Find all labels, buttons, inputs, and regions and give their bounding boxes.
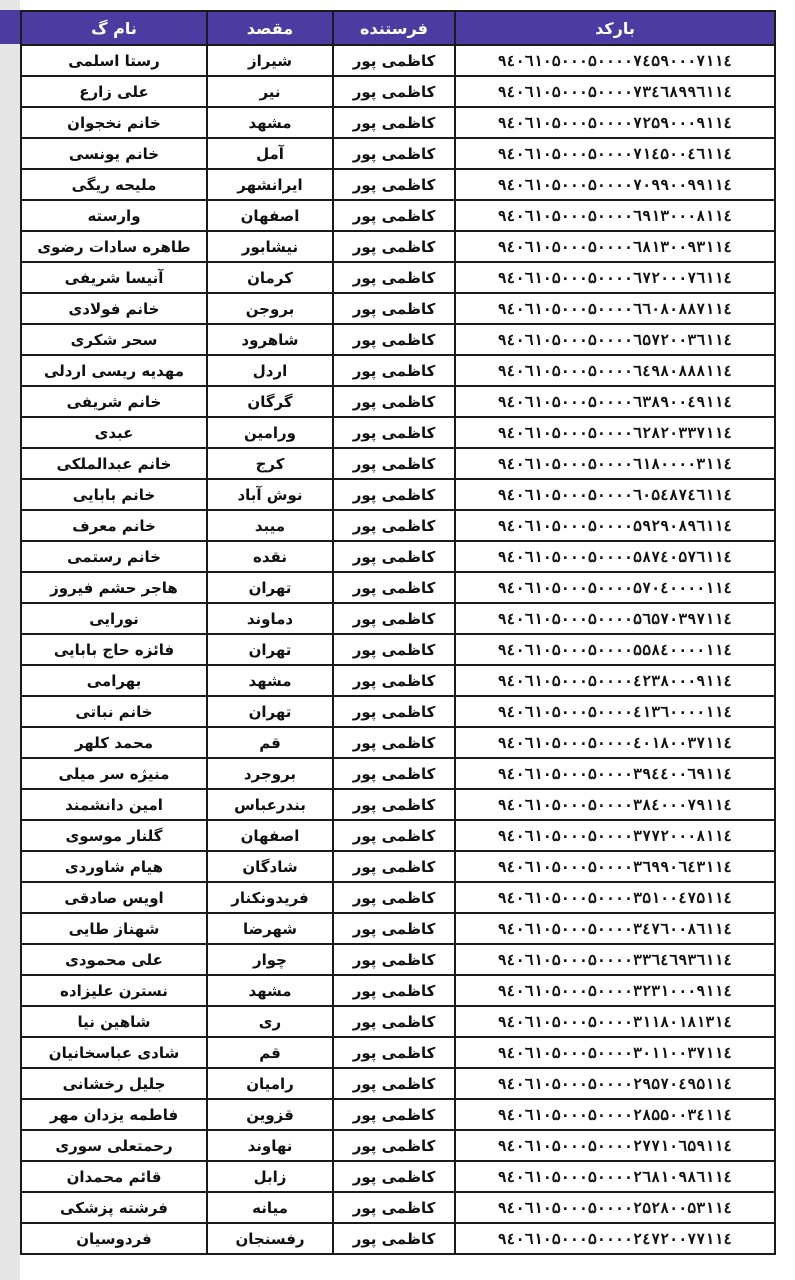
destination-cell: نیر <box>207 76 333 107</box>
barcode-cell: ۹٤۰٦۱۰۵۰۰۰۵۰۰۰۰۳۸٤۰۰۰۷۹۱۱٤ <box>455 789 775 820</box>
table-row <box>21 417 775 448</box>
destination-cell: ایرانشهر <box>207 169 333 200</box>
barcode-cell: ۹٤۰٦۱۰۵۰۰۰۵۰۰۰۰۵۸۷٤۰۵۷٦۱۱٤ <box>455 541 775 572</box>
table-row <box>21 1037 775 1068</box>
sender-cell: کاظمی پور <box>333 262 455 293</box>
table-row <box>21 231 775 262</box>
recipient-cell: خانم نباتی <box>21 696 207 727</box>
barcode-cell: ۹٤۰٦۱۰۵۰۰۰۵۰۰۰۰٦۵۷۲۰۰۳٦۱۱٤ <box>455 324 775 355</box>
table-row <box>21 789 775 820</box>
table-row <box>21 820 775 851</box>
destination-cell: شادگان <box>207 851 333 882</box>
table-row <box>21 696 775 727</box>
table-row <box>21 1006 775 1037</box>
destination-cell: تهران <box>207 634 333 665</box>
barcode-cell: ۹٤۰٦۱۰۵۰۰۰۵۰۰۰۰۲٦۸۱۰۹۸٦۱۱٤ <box>455 1161 775 1192</box>
sender-cell: کاظمی پور <box>333 417 455 448</box>
destination-cell: ری <box>207 1006 333 1037</box>
recipient-cell: علی زارع <box>21 76 207 107</box>
recipient-cell: شهناز طایی <box>21 913 207 944</box>
sender-cell: کاظمی پور <box>333 727 455 758</box>
table-row <box>21 479 775 510</box>
recipient-cell: جلیل رخشانی <box>21 1068 207 1099</box>
header-barcode: بارکد <box>455 11 775 45</box>
sender-cell: کاظمی پور <box>333 789 455 820</box>
sender-cell: کاظمی پور <box>333 696 455 727</box>
recipient-cell: ملیحه ریگی <box>21 169 207 200</box>
barcode-cell: ۹٤۰٦۱۰۵۰۰۰۵۰۰۰۰۳۵۱۰۰٤۷۵۱۱٤ <box>455 882 775 913</box>
table-row <box>21 510 775 541</box>
barcode-cell: ۹٤۰٦۱۰۵۰۰۰۵۰۰۰۰٦۹۱۳۰۰۰۸۱۱٤ <box>455 200 775 231</box>
sender-cell: کاظمی پور <box>333 541 455 572</box>
table-row <box>21 324 775 355</box>
table-row <box>21 1161 775 1192</box>
table-row <box>21 262 775 293</box>
barcode-cell: ۹٤۰٦۱۰۵۰۰۰۵۰۰۰۰۷۲۵۹۰۰۰۹۱۱٤ <box>455 107 775 138</box>
table-row <box>21 448 775 479</box>
recipient-cell: قائم محمدان <box>21 1161 207 1192</box>
header-recipient: نام گ <box>21 11 207 45</box>
table-row <box>21 603 775 634</box>
recipient-cell: فائزه حاج بابایی <box>21 634 207 665</box>
recipient-cell: نسترن علیزاده <box>21 975 207 1006</box>
destination-cell: تهران <box>207 572 333 603</box>
table-row <box>21 1099 775 1130</box>
barcode-cell: ۹٤۰٦۱۰۵۰۰۰۵۰۰۰۰۳۷۷۲۰۰۰۸۱۱٤ <box>455 820 775 851</box>
header-sender: فرستنده <box>333 11 455 45</box>
sender-cell: کاظمی پور <box>333 355 455 386</box>
recipient-cell: هاجر حشم فیروز <box>21 572 207 603</box>
recipient-cell: خانم یونسی <box>21 138 207 169</box>
left-margin-strip <box>0 0 20 1280</box>
barcode-cell: ۹٤۰٦۱۰۵۰۰۰۵۰۰۰۰۷۰۹۹۰۰۹۹۱۱٤ <box>455 169 775 200</box>
recipient-cell: سحر شکری <box>21 324 207 355</box>
barcode-cell: ۹٤۰٦۱۰۵۰۰۰۵۰۰۰۰۳٤۷٦۰۰۸٦۱۱٤ <box>455 913 775 944</box>
sender-cell: کاظمی پور <box>333 1130 455 1161</box>
destination-cell: بندرعباس <box>207 789 333 820</box>
table-row <box>21 944 775 975</box>
destination-cell: فریدونکنار <box>207 882 333 913</box>
destination-cell: بروجن <box>207 293 333 324</box>
sender-cell: کاظمی پور <box>333 448 455 479</box>
destination-cell: قم <box>207 1037 333 1068</box>
table-row <box>21 1192 775 1223</box>
recipient-cell: فردوسیان <box>21 1223 207 1254</box>
recipient-cell: شاهین نیا <box>21 1006 207 1037</box>
table-header <box>21 11 775 45</box>
barcode-cell: ۹٤۰٦۱۰۵۰۰۰۵۰۰۰۰٤۰۱۸۰۰۳۷۱۱٤ <box>455 727 775 758</box>
barcode-cell: ۹٤۰٦۱۰۵۰۰۰۵۰۰۰۰٦٦۰۸۰۸۸۷۱۱٤ <box>455 293 775 324</box>
sender-cell: کاظمی پور <box>333 665 455 696</box>
sender-cell: کاظمی پور <box>333 975 455 1006</box>
destination-cell: کرج <box>207 448 333 479</box>
recipient-cell: علی محمودی <box>21 944 207 975</box>
recipient-cell: فاطمه یزدان مهر <box>21 1099 207 1130</box>
destination-cell: قم <box>207 727 333 758</box>
destination-cell: مشهد <box>207 975 333 1006</box>
sender-cell: کاظمی پور <box>333 1006 455 1037</box>
recipient-cell: هیام شاوردی <box>21 851 207 882</box>
barcode-cell: ۹٤۰٦۱۰۵۰۰۰۵۰۰۰۰۳۲۳۱۰۰۰۹۱۱٤ <box>455 975 775 1006</box>
barcode-cell: ۹٤۰٦۱۰۵۰۰۰۵۰۰۰۰٦۷۲۰۰۰۷٦۱۱٤ <box>455 262 775 293</box>
sender-cell: کاظمی پور <box>333 882 455 913</box>
recipient-cell: فرشته پزشکی <box>21 1192 207 1223</box>
sender-cell: کاظمی پور <box>333 200 455 231</box>
table-row <box>21 1223 775 1254</box>
table-row <box>21 1130 775 1161</box>
recipient-cell: خانم معرف <box>21 510 207 541</box>
table-row <box>21 45 775 76</box>
recipient-cell: آنیسا شریفی <box>21 262 207 293</box>
sender-cell: کاظمی پور <box>333 1161 455 1192</box>
destination-cell: مشهد <box>207 665 333 696</box>
sender-cell: کاظمی پور <box>333 1068 455 1099</box>
destination-cell: آمل <box>207 138 333 169</box>
table-row <box>21 200 775 231</box>
sender-cell: کاظمی پور <box>333 324 455 355</box>
recipient-cell: نورایی <box>21 603 207 634</box>
sender-cell: کاظمی پور <box>333 944 455 975</box>
table-row <box>21 541 775 572</box>
recipient-cell: طاهره سادات رضوی <box>21 231 207 262</box>
destination-cell: ورامین <box>207 417 333 448</box>
table-row <box>21 665 775 696</box>
destination-cell: تهران <box>207 696 333 727</box>
sender-cell: کاظمی پور <box>333 510 455 541</box>
recipient-cell: مهدیه ریسی اردلی <box>21 355 207 386</box>
destination-cell: شیراز <box>207 45 333 76</box>
barcode-cell: ۹٤۰٦۱۰۵۰۰۰۵۰۰۰۰٦۱۸۰۰۰۰۳۱۱٤ <box>455 448 775 479</box>
barcode-cell: ۹٤۰٦۱۰۵۰۰۰۵۰۰۰۰٤۱۳٦۰۰۰۰۱۱٤ <box>455 696 775 727</box>
barcode-cell: ۹٤۰٦۱۰۵۰۰۰۵۰۰۰۰۲۵۲۸۰۰۵۳۱۱٤ <box>455 1192 775 1223</box>
table-row <box>21 975 775 1006</box>
sender-cell: کاظمی پور <box>333 913 455 944</box>
barcode-cell: ۹٤۰٦۱۰۵۰۰۰۵۰۰۰۰۵٦۵۷۰۳۹۷۱۱٤ <box>455 603 775 634</box>
header-destination: مقصد <box>207 11 333 45</box>
sender-cell: کاظمی پور <box>333 1099 455 1130</box>
destination-cell: اصفهان <box>207 200 333 231</box>
barcode-cell: ۹٤۰٦۱۰۵۰۰۰۵۰۰۰۰۳۰۱۱۰۰۳۷۱۱٤ <box>455 1037 775 1068</box>
table-row <box>21 1068 775 1099</box>
barcode-cell: ۹٤۰٦۱۰۵۰۰۰۵۰۰۰۰۵۷۰٤۰۰۰۰۱۱٤ <box>455 572 775 603</box>
sender-cell: کاظمی پور <box>333 76 455 107</box>
sender-cell: کاظمی پور <box>333 851 455 882</box>
recipient-cell: عبدی <box>21 417 207 448</box>
sender-cell: کاظمی پور <box>333 138 455 169</box>
sender-cell: کاظمی پور <box>333 603 455 634</box>
destination-cell: دماوند <box>207 603 333 634</box>
table-row <box>21 386 775 417</box>
sender-cell: کاظمی پور <box>333 634 455 665</box>
sender-cell: کاظمی پور <box>333 758 455 789</box>
barcode-cell: ۹٤۰٦۱۰۵۰۰۰۵۰۰۰۰۳۱۱۸۰۱۸۱۳۱٤ <box>455 1006 775 1037</box>
sender-cell: کاظمی پور <box>333 45 455 76</box>
recipient-cell: محمد کلهر <box>21 727 207 758</box>
barcode-cell: ۹٤۰٦۱۰۵۰۰۰۵۰۰۰۰٤۲۳۸۰۰۰۹۱۱٤ <box>455 665 775 696</box>
recipient-cell: امین دانشمند <box>21 789 207 820</box>
destination-cell: شهرضا <box>207 913 333 944</box>
sender-cell: کاظمی پور <box>333 1192 455 1223</box>
sender-cell: کاظمی پور <box>333 231 455 262</box>
destination-cell: نوش آباد <box>207 479 333 510</box>
table-row <box>21 107 775 138</box>
table-row <box>21 634 775 665</box>
table-row <box>21 169 775 200</box>
table-row <box>21 913 775 944</box>
sender-cell: کاظمی پور <box>333 1037 455 1068</box>
sender-cell: کاظمی پور <box>333 386 455 417</box>
recipient-cell: خانم رستمی <box>21 541 207 572</box>
table-row <box>21 293 775 324</box>
table-row <box>21 138 775 169</box>
barcode-cell: ۹٤۰٦۱۰۵۰۰۰۵۰۰۰۰۲۸۵۵۰۰۳٤۱۱٤ <box>455 1099 775 1130</box>
recipient-cell: بهرامی <box>21 665 207 696</box>
destination-cell: اصفهان <box>207 820 333 851</box>
destination-cell: گرگان <box>207 386 333 417</box>
sender-cell: کاظمی پور <box>333 169 455 200</box>
recipient-cell: رحمتعلی سوری <box>21 1130 207 1161</box>
table-row <box>21 758 775 789</box>
barcode-cell: ۹٤۰٦۱۰۵۰۰۰۵۰۰۰۰۳۹٤٤۰۰٦۹۱۱٤ <box>455 758 775 789</box>
barcode-cell: ۹٤۰٦۱۰۵۰۰۰۵۰۰۰۰٦۲۸۲۰۳۳۷۱۱٤ <box>455 417 775 448</box>
destination-cell: نهاوند <box>207 1130 333 1161</box>
sender-cell: کاظمی پور <box>333 107 455 138</box>
table-row <box>21 727 775 758</box>
header-row <box>21 11 775 45</box>
recipient-cell: شادی عباسخانیان <box>21 1037 207 1068</box>
destination-cell: نیشابور <box>207 231 333 262</box>
barcode-cell: ۹٤۰٦۱۰۵۰۰۰۵۰۰۰۰۷٤۵۹۰۰۰۷۱۱٤ <box>455 45 775 76</box>
table-row <box>21 355 775 386</box>
barcode-cell: ۹٤۰٦۱۰۵۰۰۰۵۰۰۰۰٦٤۹۸۰۸۸۸۱۱٤ <box>455 355 775 386</box>
recipient-cell: خانم فولادی <box>21 293 207 324</box>
shipment-table <box>20 10 776 1255</box>
destination-cell: رامیان <box>207 1068 333 1099</box>
recipient-cell: خانم عبدالملکی <box>21 448 207 479</box>
recipient-cell: گلنار موسوی <box>21 820 207 851</box>
sender-cell: کاظمی پور <box>333 820 455 851</box>
barcode-cell: ۹٤۰٦۱۰۵۰۰۰۵۰۰۰۰٦۳۸۹۰۰٤۹۱۱٤ <box>455 386 775 417</box>
destination-cell: نقده <box>207 541 333 572</box>
destination-cell: قزوین <box>207 1099 333 1130</box>
barcode-cell: ۹٤۰٦۱۰۵۰۰۰۵۰۰۰۰۷۱٤۵۰۰٤٦۱۱٤ <box>455 138 775 169</box>
recipient-cell: خانم نخجوان <box>21 107 207 138</box>
destination-cell: چوار <box>207 944 333 975</box>
header-band-edge <box>0 10 20 44</box>
barcode-cell: ۹٤۰٦۱۰۵۰۰۰۵۰۰۰۰۲۹۵۷۰٤۹۵۱۱٤ <box>455 1068 775 1099</box>
destination-cell: میانه <box>207 1192 333 1223</box>
table-row <box>21 851 775 882</box>
table-body <box>21 45 775 1254</box>
recipient-cell: خانم شریفی <box>21 386 207 417</box>
sender-cell: کاظمی پور <box>333 293 455 324</box>
table-row <box>21 572 775 603</box>
destination-cell: رفسنجان <box>207 1223 333 1254</box>
destination-cell: اردل <box>207 355 333 386</box>
barcode-cell: ۹٤۰٦۱۰۵۰۰۰۵۰۰۰۰۳۳٦٤٦۹۳٦۱۱٤ <box>455 944 775 975</box>
barcode-cell: ۹٤۰٦۱۰۵۰۰۰۵۰۰۰۰۵۹۲۹۰۸۹٦۱۱٤ <box>455 510 775 541</box>
table-row <box>21 882 775 913</box>
destination-cell: مشهد <box>207 107 333 138</box>
sender-cell: کاظمی پور <box>333 572 455 603</box>
destination-cell: شاهرود <box>207 324 333 355</box>
barcode-cell: ۹٤۰٦۱۰۵۰۰۰۵۰۰۰۰۵۵۸٤۰۰۰۰۱۱٤ <box>455 634 775 665</box>
barcode-cell: ۹٤۰٦۱۰۵۰۰۰۵۰۰۰۰٦۰۵٤۸۷٤٦۱۱٤ <box>455 479 775 510</box>
recipient-cell: رستا اسلمی <box>21 45 207 76</box>
destination-cell: بروجرد <box>207 758 333 789</box>
barcode-cell: ۹٤۰٦۱۰۵۰۰۰۵۰۰۰۰۲٤۷۲۰۰۷۷۱۱٤ <box>455 1223 775 1254</box>
recipient-cell: منیژه سر میلی <box>21 758 207 789</box>
barcode-cell: ۹٤۰٦۱۰۵۰۰۰۵۰۰۰۰۳٦۹۹۰٦٤۳۱۱٤ <box>455 851 775 882</box>
barcode-cell: ۹٤۰٦۱۰۵۰۰۰۵۰۰۰۰۷۳٤٦۸۹۹٦۱۱٤ <box>455 76 775 107</box>
recipient-cell: خانم بابایی <box>21 479 207 510</box>
barcode-cell: ۹٤۰٦۱۰۵۰۰۰۵۰۰۰۰۲۷۷۱۰٦۵۹۱۱٤ <box>455 1130 775 1161</box>
table-row <box>21 76 775 107</box>
recipient-cell: اویس صادقی <box>21 882 207 913</box>
destination-cell: میبد <box>207 510 333 541</box>
destination-cell: زابل <box>207 1161 333 1192</box>
sender-cell: کاظمی پور <box>333 1223 455 1254</box>
destination-cell: کرمان <box>207 262 333 293</box>
recipient-cell: وارسته <box>21 200 207 231</box>
barcode-cell: ۹٤۰٦۱۰۵۰۰۰۵۰۰۰۰٦۸۱۳۰۰۹۳۱۱٤ <box>455 231 775 262</box>
sender-cell: کاظمی پور <box>333 479 455 510</box>
